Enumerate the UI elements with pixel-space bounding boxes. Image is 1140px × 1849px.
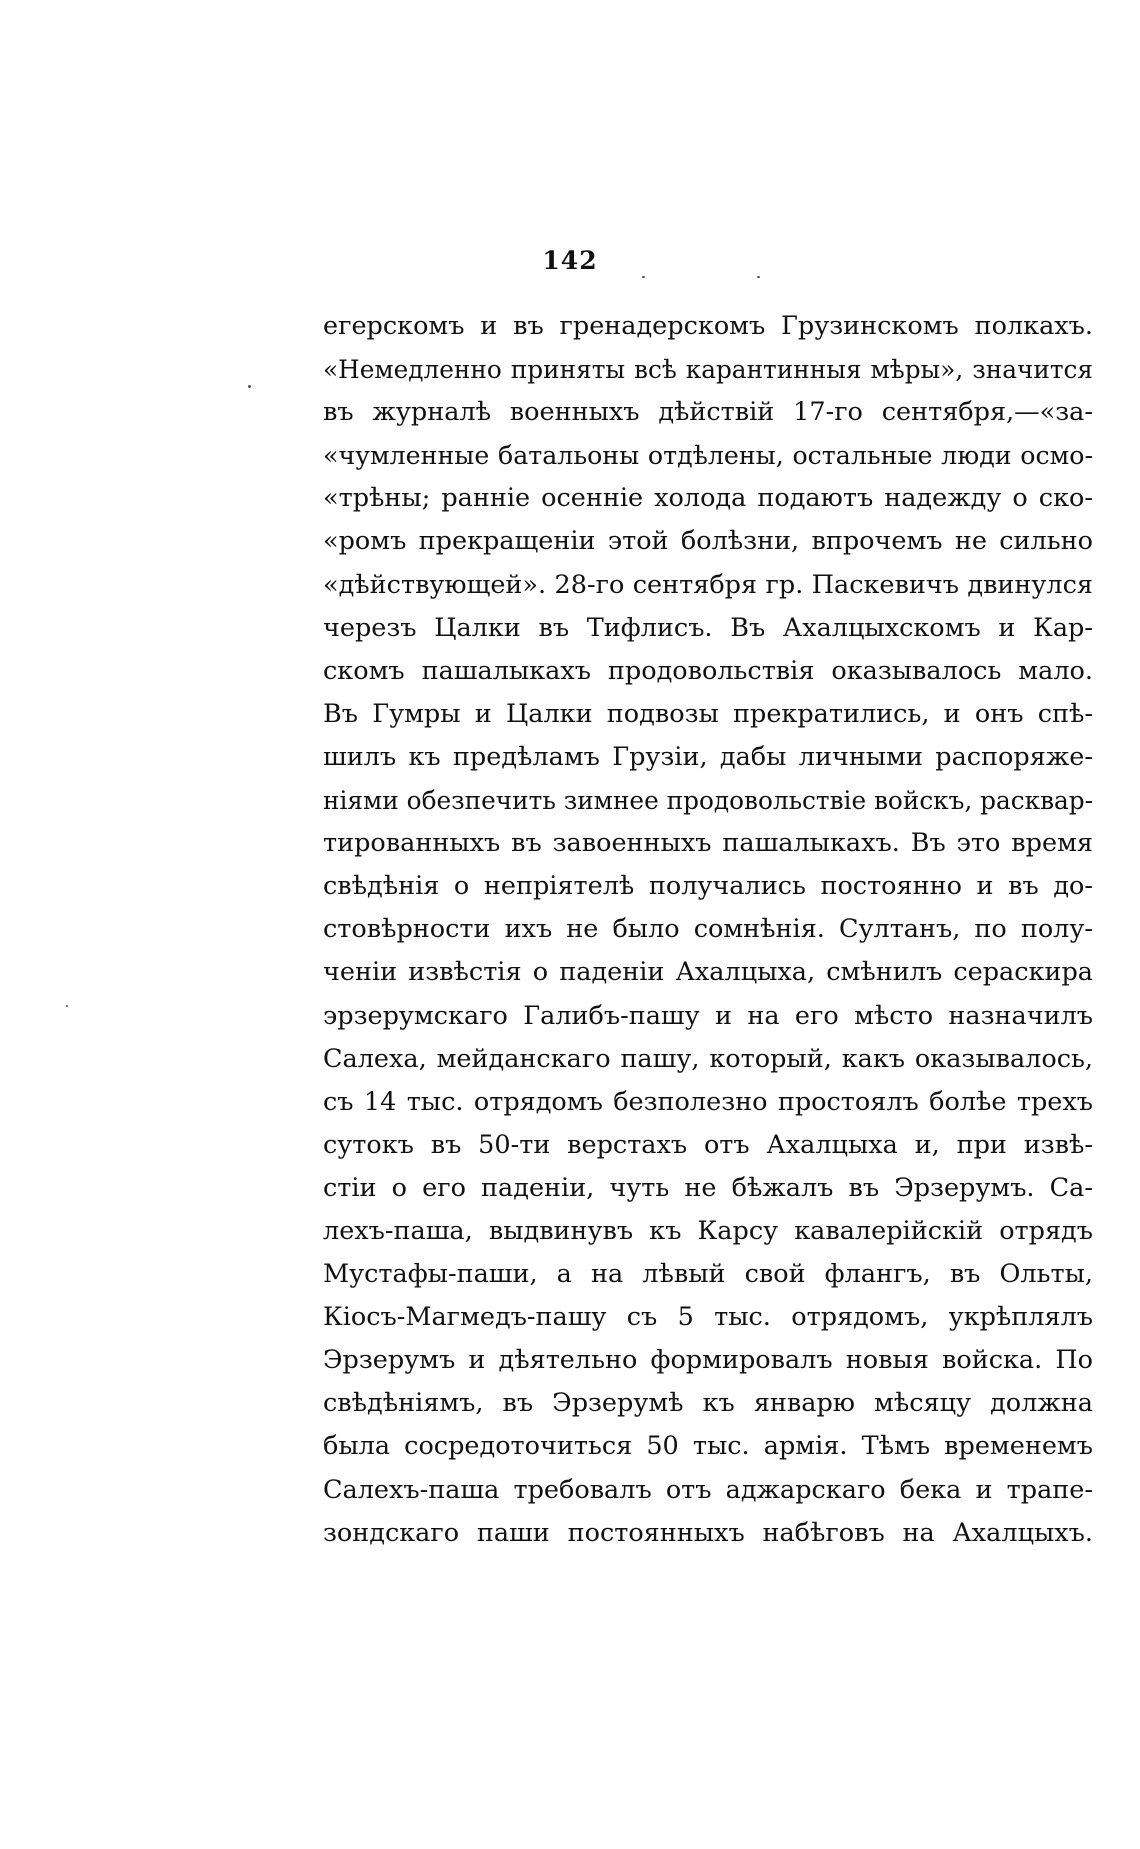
scan-speck (757, 276, 760, 278)
text-line: шилъ къ предѣламъ Грузіи, дабы личными распоряже- (323, 741, 1093, 772)
text-line: Мустафы-паши, а на лѣвый свой флангъ, въ Ольты, (323, 1259, 1093, 1290)
body-text (323, 305, 1093, 1555)
text-line: «дѣйствующей». 28-го сентября гр. Паскевичъ двинулся (323, 569, 1093, 600)
text-line: ніями обезпечить зимнее продовольствіе войскъ, расквар- (323, 786, 1093, 816)
text-line: ченіи извѣстія о паденіи Ахалцыха, смѣнилъ сераскира (323, 957, 1093, 988)
text-line: «трѣны; ранніе осенніе холода подаютъ надежду о ско- (323, 483, 1093, 514)
page-number: 142 (542, 246, 598, 275)
text-line: Салехъ-паша требовалъ отъ аджарскаго бека и трапе- (323, 1474, 1093, 1505)
text-line: Эрзерумъ и дѣятельно формировалъ новыя войска. По (323, 1345, 1093, 1376)
text-line: свѣдѣніямъ, въ Эрзерумѣ къ январю мѣсяцу должна (323, 1388, 1093, 1419)
text-line: черезъ Цалки въ Тифлисъ. Въ Ахалцыхскомъ и Кар- (323, 612, 1093, 643)
text-line: зондскаго паши постоянныхъ набѣговъ на Ахалцыхъ. (323, 1517, 1093, 1548)
text-line: эрзерумскаго Галибъ-пашу и на его мѣсто назначилъ (323, 1000, 1093, 1031)
text-line: лехъ-паша, выдвинувъ къ Карсу кавалерійскій отрядъ (323, 1215, 1093, 1246)
text-line: «чумленные батальоны отдѣлены, остальные люди осмо- (323, 441, 1093, 471)
text-line: егерскомъ и въ гренадерскомъ Грузинскомъ полкахъ. (323, 311, 1093, 341)
text-line: скомъ пашалыкахъ продовольствія оказывалось мало. (323, 655, 1093, 686)
text-line: тированныхъ въ завоенныхъ пашалыкахъ. Въ это время (323, 828, 1093, 859)
text-line: свѣдѣнія о непріятелѣ получались постоянно и въ до- (323, 871, 1093, 902)
text-line: стовѣрности ихъ не было сомнѣнія. Султанъ, по полу- (323, 914, 1093, 945)
text-line: Въ Гумры и Цалки подвозы прекратились, и онъ спѣ- (323, 698, 1093, 729)
text-line: Кіосъ-Магмедъ-пашу съ 5 тыс. отрядомъ, укрѣплялъ (323, 1302, 1093, 1333)
text-line: въ журналѣ военныхъ дѣйствій 17-го сентября,—«за- (323, 397, 1093, 428)
scan-speck (248, 385, 251, 388)
text-line: «ромъ прекращеніи этой болѣзни, впрочемъ не сильно (323, 526, 1093, 557)
scan-speck (66, 1005, 68, 1007)
scan-speck (642, 276, 645, 278)
text-line: сутокъ въ 50-ти верстахъ отъ Ахалцыха и, при извѣ- (323, 1129, 1093, 1160)
text-line: стіи о его паденіи, чуть не бѣжалъ въ Эрзерумъ. Са- (323, 1172, 1093, 1203)
text-line: съ 14 тыс. отрядомъ безполезно простоялъ болѣе трехъ (323, 1086, 1093, 1117)
text-line: «Немедленно приняты всѣ карантинныя мѣры», значится (323, 355, 1093, 385)
text-line: была сосредоточиться 50 тыс. армія. Тѣмъ временемъ (323, 1431, 1093, 1462)
text-line: Салеха, мейданскаго пашу, который, какъ оказывалось, (323, 1043, 1093, 1074)
